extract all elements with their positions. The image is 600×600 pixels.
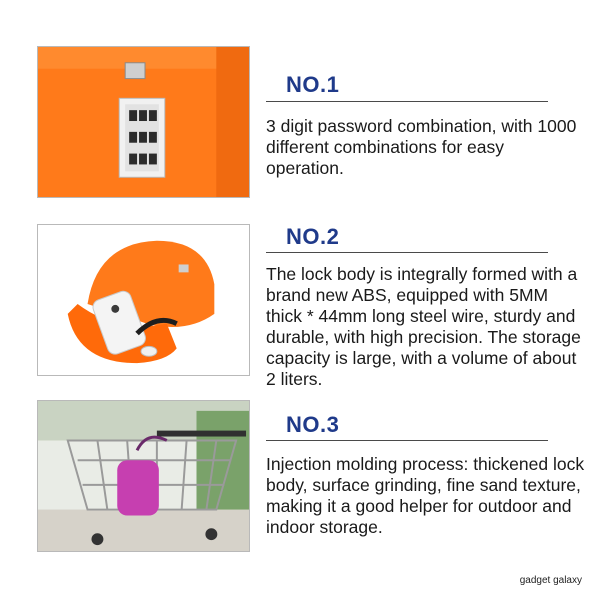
feature-2-description: The lock body is integrally formed with a brand new ABS, equipped with 5MM thick * 44mm long steel wire, sturdy and durable, with high precision. The storage capacity is large, with a volume of about 2 liters. bbox=[266, 264, 581, 389]
feature-2-divider bbox=[266, 252, 548, 253]
feature-1-description: 3 digit password combination, with 1000 different combinations for easy operation. bbox=[266, 116, 577, 178]
feature-3-divider bbox=[266, 440, 548, 441]
open-lock-box-photo bbox=[37, 224, 250, 376]
feature-3-description: Injection molding process: thickened lock body, surface grinding, fine sand texture, making it a good helper for outdoor and indoor storage. bbox=[266, 454, 585, 537]
feature-1-title: NO.1 bbox=[286, 72, 340, 97]
shopping-cart-illustration bbox=[38, 401, 249, 551]
combination-lock-illustration bbox=[38, 47, 249, 197]
feature-1-divider bbox=[266, 101, 548, 102]
shopping-cart-photo bbox=[37, 400, 250, 552]
combination-lock-photo bbox=[37, 46, 250, 198]
brand-watermark: gadget galaxy bbox=[519, 575, 582, 586]
feature-2-title: NO.2 bbox=[286, 224, 340, 249]
open-lock-box-illustration bbox=[38, 225, 249, 375]
feature-3-title: NO.3 bbox=[286, 412, 340, 437]
